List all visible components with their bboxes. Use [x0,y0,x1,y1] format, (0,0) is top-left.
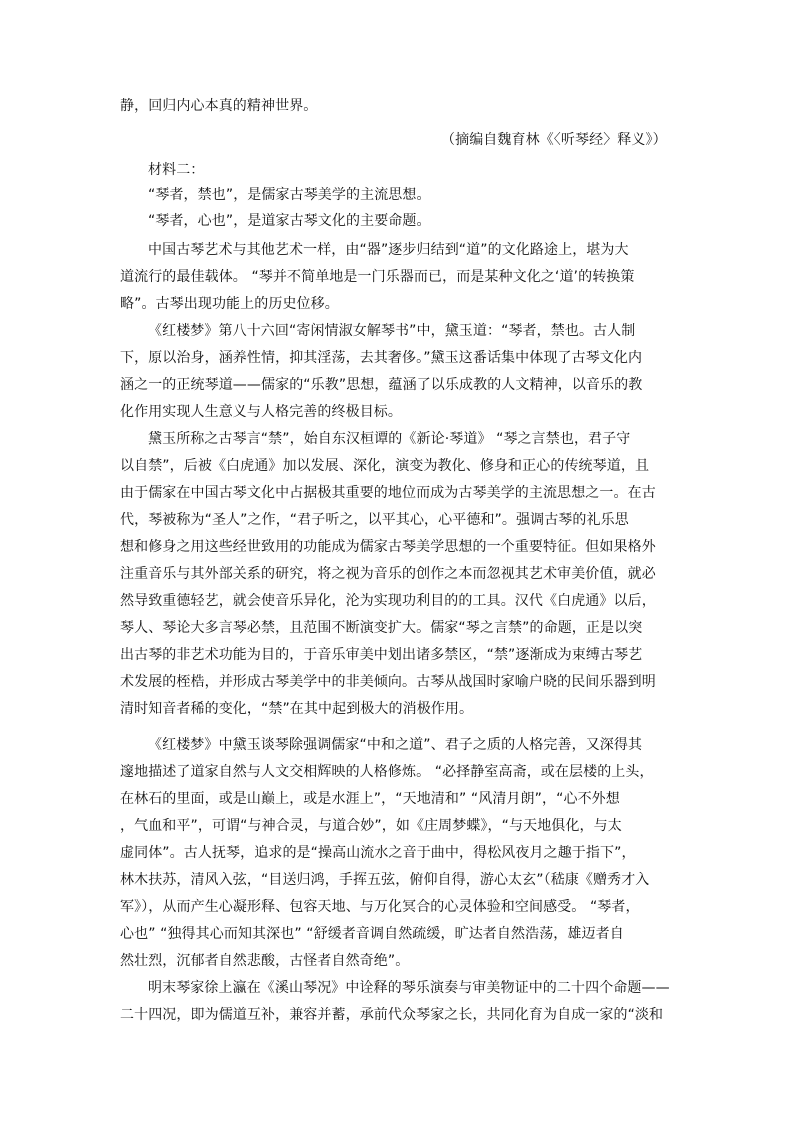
text-line: 注重音乐与其外部关系的研究，将之视为音乐的创作之本而忽视其艺术审美价值，就必 [120,566,656,582]
text-line: 心也” “独得其心而知其深也” “舒缓者音调自然疏缓，旷达者自然浩荡，雄迈者自 [120,926,624,942]
text-line: 出古琴的非艺术功能为目的，于音乐审美中划出诸多禁区，“禁”逐渐成为束缚古琴艺 [120,647,643,663]
text-line: 二十四况，即为儒道互补，兼容并蓄，承前代众琴家之长，共同化育为自成一家的“淡和 [120,1007,664,1023]
text-line: 略”。古琴出现功能上的历史位移。 [120,296,339,312]
text-line: 明末琴家徐上瀛在《溪山琴况》中诠释的琴乐演奏与审美物证中的二十四个命题—— [148,980,670,996]
text-line: 道流行的最佳载体。 “琴并不简单地是一门乐器而已，而是某种文化之‘道’的转换策 [120,269,635,285]
text-line: 由于儒家在中国古琴文化中占据极其重要的地位而成为古琴美学的主流思想之一。在古 [120,485,656,501]
text-line: 涵之一的正统琴道——儒家的“乐教”思想，蕴涵了以乐成教的人文精神，以音乐的教 [120,377,643,393]
text-line: 静，回归内心本真的精神世界。 [120,98,318,114]
text-line: 下，原以治身，涵养性情，抑其淫荡，去其奢侈。”黛玉这番话集中体现了古琴文化内 [120,350,643,366]
text-line: 中国古琴艺术与其他艺术一样，由“器”逐步归结到“道”的文化路途上，堪为大 [148,242,629,258]
source-citation: （摘编自魏育林《〈听琴经〉释义》） [441,132,667,148]
text-line: 然导致重德轻艺，就会使音乐异化，沦为实现功利目的的工具。汉代《白虎通》以后， [120,593,656,609]
text-line: 邃地描述了道家自然与人文交相辉映的人格修炼。 “必择静室高斋，或在层楼的上头， [120,764,654,780]
text-line: 军》），从而产生心凝形释、包容天地、与万化冥合的心灵体验和空间感受。 “琴者， [120,899,640,915]
text-line: 黛玉所称之古琴言“禁”，始自东汉桓谭的《新论·琴道》 “琴之言禁也，君子守 [148,431,631,447]
text-line: 然壮烈，沉郁者自然悲酸，古怪者自然奇绝”。 [120,953,410,969]
section-heading: 材料二： [148,162,205,178]
text-line: 以自禁”，后被《白虎通》加以发展、深化，演变为教化、修身和正心的传统琴道，且 [120,458,650,474]
text-line: 术发展的桎梏，并形成古琴美学中的非美倾向。古琴从战国时家喻户晓的民间乐器到明 [120,674,656,690]
text-line: “琴者，心也”，是道家古琴文化的主要命题。 [148,213,431,229]
text-line: 想和修身之用这些经世致用的功能成为儒家古琴美学思想的一个重要特征。但如果格外 [120,539,656,555]
text-line: 《红楼梦》第八十六回“寄闲情淑女解琴书”中，黛玉道：“琴者，禁也。古人制 [148,323,636,339]
text-line: 《红楼梦》中黛玉谈琴除强调儒家“中和之道”、君子之质的人格完善，又深得其 [148,737,643,753]
text-line: ，气血和平”，可谓“与神合灵，与道合妙”，如《庄周梦蝶》，“与天地俱化，与太 [120,818,622,834]
text-line: 琴人、琴论大多言琴必禁，且范围不断演变扩大。儒家“琴之言禁”的命题，正是以突 [120,620,643,636]
text-line: 化作用实现人生意义与人格完善的终极目标。 [120,404,402,420]
text-line: 代，琴被称为“圣人”之作，“君子听之，以平其心，心平德和”。强调古琴的礼乐思 [120,512,629,528]
text-line: 清时知音者稀的变化，“禁”在其中起到极大的消极作用。 [120,701,474,717]
text-line: 林木扶苏，清风入弦，“目送归鸿，手挥五弦，俯仰自得，游心太玄”（嵇康《赠秀才入 [120,872,650,888]
text-line: 虚同体”。古人抚琴，追求的是“操高山流水之音于曲中，得松风夜月之趣于指下”， [120,845,636,861]
text-line: 在林石的里面，或是山巅上，或是水涯上”，“天地清和” “风清月朗”，“心不外想 [120,791,620,807]
text-line: “琴者，禁也”，是儒家古琴美学的主流思想。 [148,187,431,203]
